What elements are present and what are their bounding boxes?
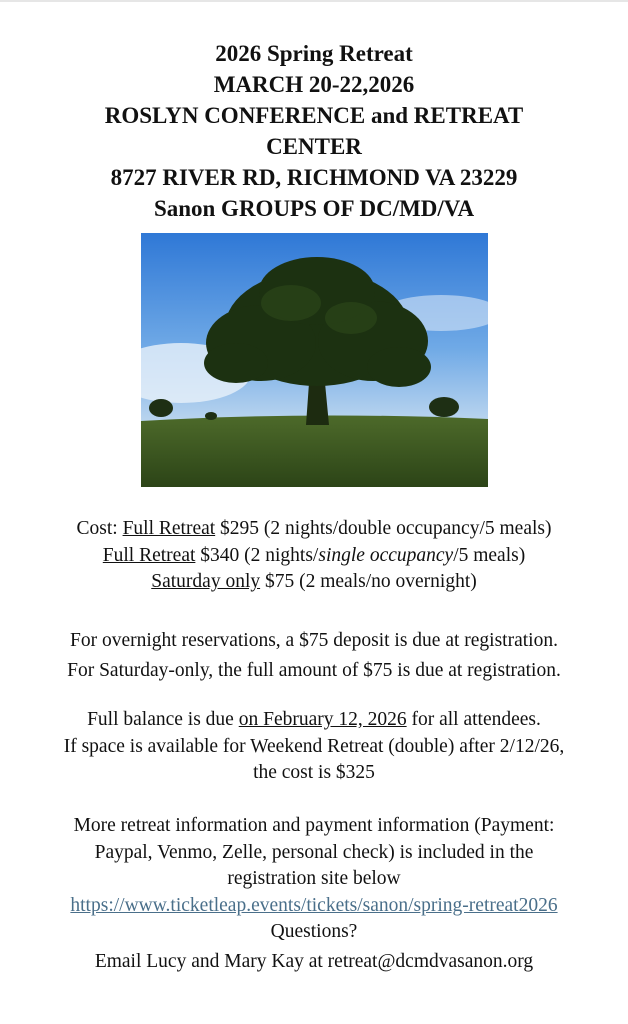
venue-line-1: ROSLYN CONFERENCE and RETREAT xyxy=(104,103,524,128)
questions-label: Questions? xyxy=(270,921,358,942)
cost-single-detail-a: $340 (2 nights/ xyxy=(195,544,319,566)
top-divider xyxy=(0,0,628,2)
info-section xyxy=(0,813,628,975)
cost-line-1 xyxy=(0,516,628,543)
venue-line-2: CENTER xyxy=(266,134,362,159)
balance-line-1 xyxy=(0,707,628,734)
info-line-2: Paypal, Venmo, Zelle, personal check) is included in the xyxy=(94,841,534,863)
host-groups: Sanon GROUPS OF DC/MD/VA xyxy=(153,196,475,221)
flyer-header xyxy=(0,38,628,224)
contact-email-line: Email Lucy and Mary Kay at retreat@dcmdvasanon.org xyxy=(94,950,534,972)
oak-tree-photo xyxy=(141,233,488,487)
cost-section xyxy=(0,516,628,596)
registration-link[interactable]: https://www.ticketleap.events/tickets/sanon/spring-retreat2026 xyxy=(70,894,558,916)
single-occupancy-text: single occupancy xyxy=(318,544,454,566)
deposit-section xyxy=(0,626,628,686)
cost-prefix: Cost: xyxy=(76,518,123,539)
oak-tree-landscape-icon xyxy=(141,233,488,487)
balance-section xyxy=(0,707,628,787)
venue-address: 8727 RIVER RD, RICHMOND VA 23229 xyxy=(110,165,518,190)
deposit-line-1: For overnight reservations, a $75 deposit is due at registration. xyxy=(70,630,558,651)
event-title: 2026 Spring Retreat xyxy=(215,41,413,66)
info-line-1: More retreat information and payment information (Payment: xyxy=(73,815,555,836)
full-retreat-single-label: Full Retreat xyxy=(102,544,196,566)
deposit-line-2: For Saturday-only, the full amount of $75 is due at registration. xyxy=(67,660,561,681)
balance-line-3: the cost is $325 xyxy=(253,762,375,783)
full-retreat-label: Full Retreat xyxy=(122,518,216,539)
cost-double-detail: $295 (2 nights/double occupancy/5 meals) xyxy=(215,518,552,539)
info-line-3: registration site below xyxy=(227,868,401,889)
balance-prefix: Full balance is due xyxy=(87,709,239,730)
saturday-only-label: Saturday only xyxy=(151,571,261,592)
cost-line-3 xyxy=(0,569,628,596)
cost-line-2 xyxy=(0,543,628,570)
balance-due-date: on February 12, 2026 xyxy=(238,709,407,730)
saturday-detail: $75 (2 meals/no overnight) xyxy=(260,571,477,592)
balance-suffix: for all attendees. xyxy=(406,709,541,730)
event-dates: MARCH 20-22,2026 xyxy=(213,72,415,97)
balance-line-2: If space is available for Weekend Retreat (double) after 2/12/26, xyxy=(63,735,565,757)
cost-single-detail-b: /5 meals) xyxy=(453,544,526,566)
